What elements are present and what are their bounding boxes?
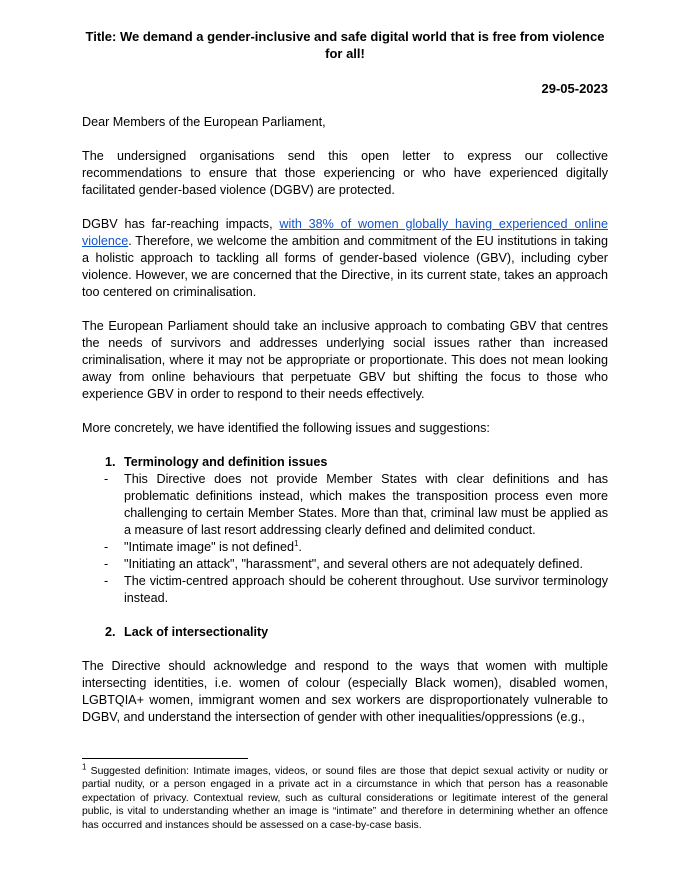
paragraph-impacts	[82, 216, 608, 301]
paragraph-intersectionality: The Directive should acknowledge and respond to the ways that women with multiple intersecting identities, i.e. women of colour (especially Black women), disabled women, LGBTQIA+ women, immigrant women and sex workers are disproportionately vulnerable to DGBV, and understand the intersection of gender with other inequalities/oppressions (e.g.,	[82, 659, 608, 724]
section-heading-intersectionality	[82, 624, 608, 641]
footnote-separator	[82, 758, 248, 759]
section-heading-terminology	[82, 454, 608, 471]
letter-date: 29-05-2023	[541, 81, 608, 96]
footnote	[82, 762, 608, 832]
footnote-reference[interactable]: 1	[293, 538, 299, 548]
letter-body	[82, 28, 608, 726]
dash-bullet: -	[104, 472, 109, 486]
dash-bullet: -	[104, 540, 109, 554]
paragraph-impacts-rest: . Therefore, we welcome the ambition and commitment of the EU institutions in taking a holistic approach to tackling all forms of gender-based violence (GBV), including cyber violence. However, we are concerned that the Directive, in its current state, takes an approach too centered on criminalisation.	[82, 234, 608, 299]
section-number: 1.	[105, 455, 116, 469]
terminology-issues-list	[82, 471, 608, 607]
footnote-marker: 1	[82, 762, 87, 772]
paragraph-inclusive-approach: The European Parliament should take an inclusive approach to combating GBV that centres the needs of survivors and addresses underlying social issues rather than increased criminalisation, where it may not be appropriate or proportionate. This does not mean looking away from online behaviours that perpetuate GBV but shifting the focus to those who experience GBV in order to respond to their needs effectively.	[82, 319, 608, 401]
statistic-link[interactable]: with 38% of women globally having experienced online violence	[82, 217, 608, 248]
section-number: 2.	[105, 625, 116, 639]
list-item: - "Initiating an attack", "harassment", and several others are not adequately defined.	[104, 557, 583, 571]
paragraph-issues-intro: More concretely, we have identified the following issues and suggestions:	[82, 421, 490, 435]
list-item: - This Directive does not provide Member States with clear definitions and has problematic definitions instead, which makes the transposition process even more challenging to certain Member States. More than that, criminal law must be applied as a measure of last resort addressing clearly defined and delimited conduct.	[104, 472, 608, 537]
greeting: Dear Members of the European Parliament,	[82, 115, 326, 129]
letter-title: Title: We demand a gender-inclusive and safe digital world that is free from violence for all!	[85, 29, 605, 61]
paragraph-intro: The undersigned organisations send this open letter to express our collective recommendations to ensure that those experiencing or who have experienced digitally facilitated gender-based violence (DGBV) are protected.	[82, 149, 608, 197]
footnote-text: Suggested definition: Intimate images, videos, or sound files are those that depict sexual activity or nudity or partial nudity, or a person engaged in a private act in a circumstance in which that person has a reasonable expectation of privacy. Contextual review, such as cultural considerations or legitimate interest of the general public, is vital to understanding whether an image is “intimate” and therefore in determining whether an offence has occurred and instances should be assessed on a case-by-case basis.	[82, 766, 608, 831]
paragraph-impacts-lead: DGBV has far-reaching impacts,	[82, 217, 280, 231]
dash-bullet: -	[104, 574, 109, 588]
list-item: - "Intimate image" is not defined$^1$.	[104, 538, 302, 554]
list-item: - The victim-centred approach should be coherent throughout. Use survivor terminology instead.	[104, 574, 608, 605]
section-title: Terminology and definition issues	[124, 455, 328, 469]
dash-bullet: -	[104, 557, 109, 571]
section-title: Lack of intersectionality	[124, 625, 269, 639]
